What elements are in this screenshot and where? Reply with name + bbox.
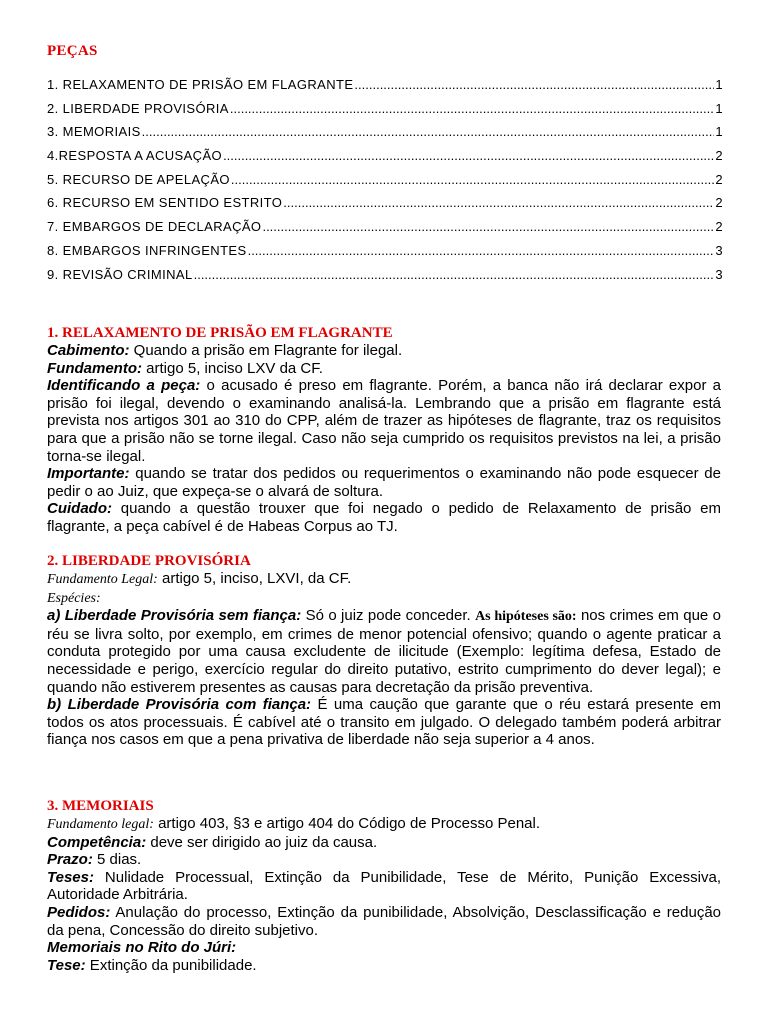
toc-item-title: 2. LIBERDADE PROVISÓRIA: [47, 100, 229, 116]
label-pedidos: Pedidos:: [47, 903, 111, 921]
paragraph-pedidos: [47, 904, 721, 939]
toc-leader-dots: [223, 148, 714, 163]
paragraph-cabimento: [47, 342, 721, 360]
paragraph-prazo: [47, 851, 721, 869]
section-relaxamento: [47, 324, 721, 536]
toc-item-page: 1: [715, 124, 723, 140]
toc-leader-dots: [283, 195, 714, 210]
toc-item[interactable]: [47, 77, 723, 101]
toc-leader-dots: [194, 267, 715, 282]
paragraph-identificando: [47, 377, 721, 465]
text-com-fianca: É uma caução que garante que o réu estará presente em todos os atos processuais. É cabível até o transito em julgado. O delegado também poderá arbitrar fiança nos casos em que a pena privativa de liberdade não seja superior a 4 anos.: [47, 696, 721, 749]
paragraph-fundamento: [47, 360, 721, 378]
text-competencia: deve ser dirigido ao juiz da causa.: [146, 833, 378, 851]
toc-item-page: 2: [715, 219, 723, 235]
text-identificando: o acusado é preso em flagrante. Porém, a banca não irá declarar expor a prisão foi ilegal, devendo o examinando analisá-la. Lembrando que a prisão em flagrante está prevista nos artigos 301 ao 310 do CPP, além de trazer as hipóteses de flagrante, traz os requisitos para que a prisão não se torne ilegal. Caso não seja cumprido os requisitos previstos na lei, a prisão torna-se ilegal.: [47, 377, 722, 465]
label-fundamento-legal: Fundamento Legal:: [47, 572, 158, 587]
paragraph-com-fianca: [47, 696, 721, 749]
label-cuidado: Cuidado:: [47, 500, 112, 518]
label-importante: Importante:: [47, 465, 130, 483]
paragraph-juri: [47, 939, 721, 957]
label-especies: Espécies:: [47, 590, 101, 606]
toc-item-page: 2: [715, 195, 723, 211]
section-title-relaxamento: 1. RELAXAMENTO DE PRISÃO EM FLAGRANTE: [47, 325, 393, 341]
text-tese: Extinção da punibilidade.: [85, 956, 257, 974]
toc-item-page: 1: [715, 77, 723, 92]
toc-item[interactable]: [47, 148, 723, 172]
toc-item-page: 3: [715, 242, 723, 258]
text-sem-fianca-1: Só o juiz pode conceder.: [301, 607, 476, 625]
toc-item-title: 9. REVISÃO CRIMINAL: [47, 266, 193, 282]
toc-item-title: 4.RESPOSTA A ACUSAÇÃO: [47, 148, 223, 164]
label-sem-fianca: a) Liberdade Provisória sem fiança:: [47, 607, 302, 625]
paragraph-sem-fianca: [47, 607, 721, 696]
toc-leader-dots: [142, 124, 715, 139]
label-competencia: Competência:: [47, 833, 147, 851]
label-prazo: Prazo:: [47, 851, 93, 869]
toc-leader-dots: [354, 77, 714, 92]
toc-heading: PEÇAS: [47, 43, 98, 59]
toc-item[interactable]: [47, 243, 723, 267]
toc-leader-dots: [230, 101, 714, 116]
label-fundamento: Fundamento:: [47, 359, 142, 377]
paragraph-teses: [47, 869, 721, 904]
paragraph-importante: [47, 465, 721, 500]
text-cabimento: Quando a prisão em Flagrante for ilegal.: [129, 342, 403, 359]
toc-item[interactable]: [47, 219, 723, 243]
text-fundamento-legal-memoriais: artigo 403, §3 e artigo 404 do Código de Processo Penal.: [153, 815, 541, 832]
toc-item-title: 7. EMBARGOS DE DECLARAÇÃO: [47, 219, 262, 235]
toc-item[interactable]: [47, 267, 723, 291]
label-tese: Tese:: [47, 956, 86, 974]
label-cabimento: Cabimento:: [47, 342, 130, 359]
text-cuidado: quando a questão trouxer que foi negado o pedido de Relaxamento de prisão em flagrante, a peça cabível é de Habeas Corpus ao TJ.: [47, 500, 721, 535]
toc-item[interactable]: [47, 172, 723, 196]
toc-item-title: 5. RECURSO DE APELAÇÃO: [47, 171, 230, 187]
label-com-fianca: b) Liberdade Provisória com fiança:: [47, 696, 312, 714]
text-teses: Nulidade Processual, Extinção da Punibilidade, Tese de Mérito, Punição Excessiva, Autoridade Arbitrária.: [47, 868, 721, 904]
toc-leader-dots: [248, 243, 715, 258]
paragraph-competencia: [47, 834, 721, 852]
toc-item[interactable]: [47, 124, 723, 148]
text-pedidos: Anulação do processo, Extinção da punibilidade, Absolvição, Desclassificação e redução da pena, Concessão do direito subjetivo.: [47, 903, 721, 939]
table-of-contents: [47, 77, 723, 290]
label-juri: Memoriais no Rito do Júri:: [47, 939, 237, 957]
paragraph-fundamento-legal: [47, 570, 721, 589]
toc-item-title: 1. RELAXAMENTO DE PRISÃO EM FLAGRANTE: [47, 77, 354, 92]
paragraph-cuidado: [47, 500, 721, 535]
section-memoriais: [47, 797, 721, 974]
paragraph-especies: [47, 589, 721, 608]
toc-item-page: 3: [715, 266, 723, 282]
text-prazo: 5 dias.: [92, 851, 142, 869]
paragraph-tese: [47, 957, 721, 975]
toc-item-page: 1: [715, 100, 723, 116]
toc-item[interactable]: [47, 101, 723, 125]
toc-leader-dots: [262, 219, 714, 234]
toc-item-page: 2: [715, 148, 723, 164]
toc-leader-dots: [231, 172, 714, 187]
section-title-liberdade: 2. LIBERDADE PROVISÓRIA: [47, 553, 251, 569]
paragraph-fundamento-legal-memoriais: [47, 815, 721, 834]
label-hipoteses: As hipóteses são:: [475, 609, 577, 625]
toc-item-page: 2: [715, 171, 723, 187]
toc-item-title: 6. RECURSO EM SENTIDO ESTRITO: [47, 195, 283, 211]
text-importante: quando se tratar dos pedidos ou requerimentos o examinando não pode esquecer de pedir o ao Juiz, que expeça-se o alvará de soltura.: [47, 465, 721, 500]
label-teses: Teses:: [47, 868, 94, 886]
text-fundamento: artigo 5, inciso LXV da CF.: [142, 359, 323, 377]
toc-item-title: 8. EMBARGOS INFRINGENTES: [47, 242, 247, 258]
section-title-memoriais: 3. MEMORIAIS: [47, 798, 154, 814]
text-fundamento-legal: artigo 5, inciso, LXVI, da CF.: [157, 570, 352, 587]
section-liberdade: [47, 552, 721, 749]
text-sem-fianca-2: nos crimes em que o réu se livra solto, por exemplo, em crimes de menor potencial ofensivo; quando o agente praticar a conduta protegido por uma causa excludente de ilicitude (Exemplo: legítima defesa, Estado de necessidade e perigo, exercício regular do direito putativo, estrito cumprimento do dever legal); e quando não estiverem presentes as causas para decretação da prisão preventiva.: [47, 607, 721, 696]
toc-item-title: 3. MEMORIAIS: [47, 124, 141, 140]
toc-item[interactable]: [47, 195, 723, 219]
label-identificando: Identificando a peça:: [47, 377, 201, 395]
label-fundamento-legal-memoriais: Fundamento legal:: [47, 817, 154, 832]
